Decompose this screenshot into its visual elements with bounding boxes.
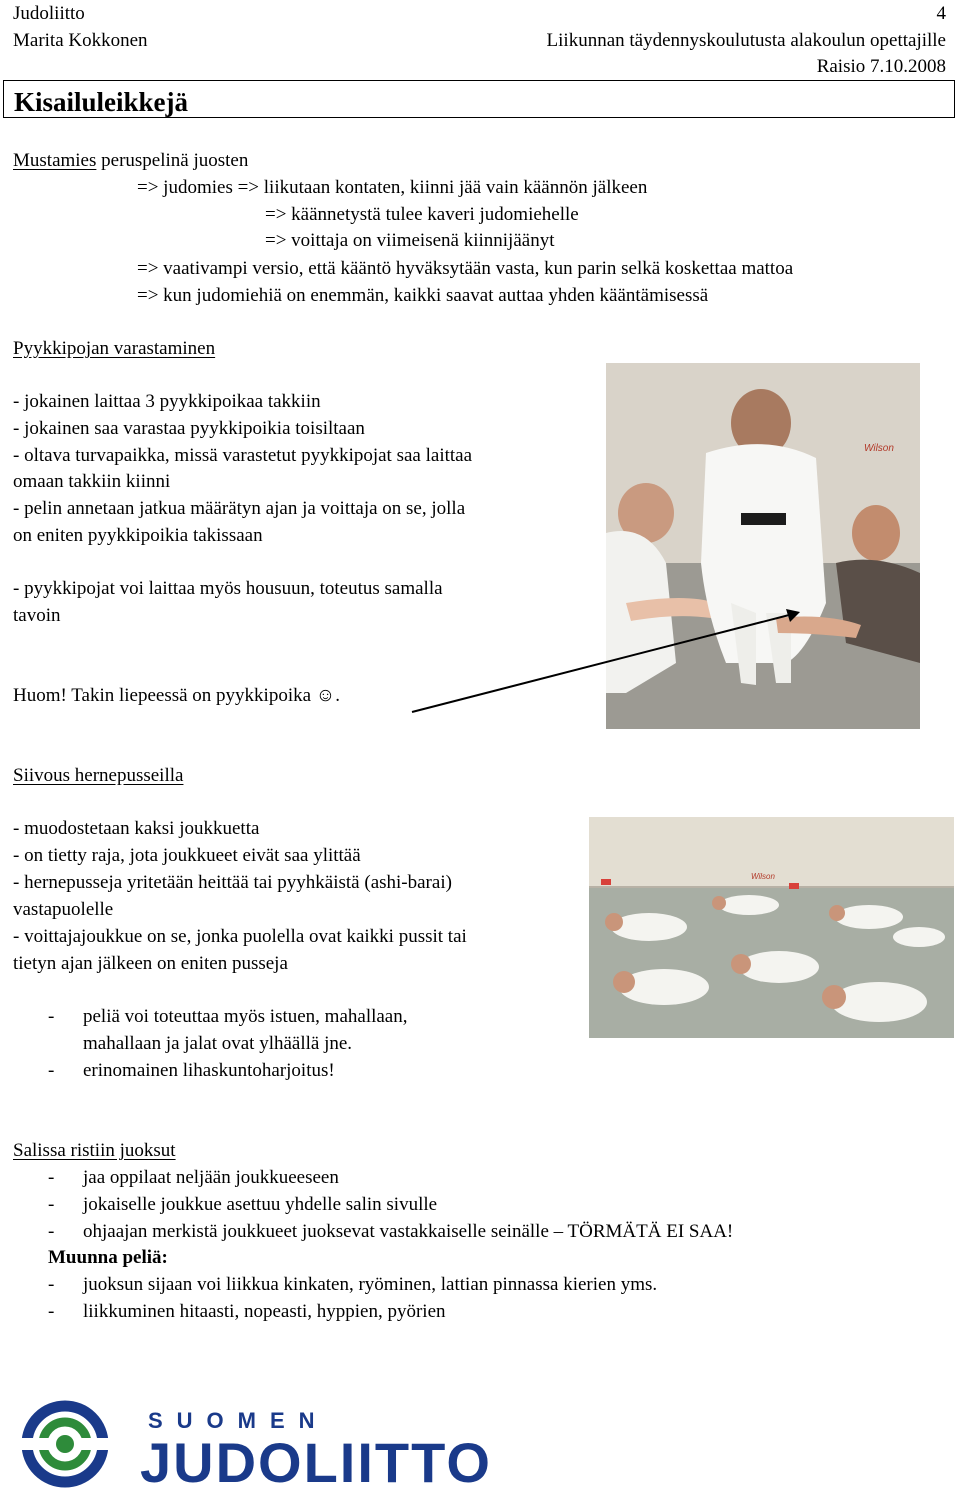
pyykkipoika-note: Huom! Takin liepeessä on pyykkipoika ☺. (13, 685, 340, 706)
salissa-bullet: jokaiselle joukkue asettuu yhdelle salin sivulle (83, 1194, 438, 1215)
pyykkipoika-line: - jokainen laittaa 3 pyykkipoikaa takkiin (13, 391, 321, 412)
variant-bullet: liikkuminen hitaasti, nopeasti, hyppien, pyörien (83, 1301, 446, 1322)
svg-text:Wilson: Wilson (751, 872, 775, 881)
siivous-bullet: mahallaan ja jalat ovat ylhäällä jne. (83, 1033, 353, 1054)
salissa-dash: - (48, 1274, 55, 1295)
pyykkipoika-line: omaan takkiin kiinni (13, 471, 171, 492)
page-title: Kisailuleikkejä (14, 87, 189, 117)
siivous-line: tietyn ajan jälkeen on eniten pusseja (13, 953, 288, 974)
salissa-dash: - (48, 1301, 55, 1322)
logo-emblem-icon (10, 1406, 120, 1482)
salissa-dash: - (48, 1194, 55, 1215)
header-author: Marita Kokkonen (13, 30, 148, 51)
siivous-line: vastapuolelle (13, 899, 114, 920)
salissa-dash: - (48, 1167, 55, 1188)
siivous-line: - muodostetaan kaksi joukkuetta (13, 818, 260, 839)
mustamies-line: => judomies => liikutaan kontaten, kiinni jää vain käännön jälkeen (137, 177, 648, 198)
logo-main-text: JUDOLIITTO (140, 1431, 492, 1488)
header-course: Liikunnan täydennyskoulutusta alakoulun opettajille (546, 30, 946, 51)
mustamies-line: => voittaja on viimeisenä kiinnijäänyt (265, 230, 555, 251)
variant-bullet: juoksun sijaan voi liikkua kinkaten, ryöminen, lattian pinnassa kierien yms. (83, 1274, 658, 1295)
mustamies-heading: Mustamies (13, 150, 97, 171)
siivous-bullet: peliä voi toteuttaa myös istuen, mahallaan, (83, 1006, 408, 1027)
siivous-bullet-dash: - (48, 1060, 55, 1081)
siivous-line: - hernepusseja yritetään heittää tai pyyhkäistä (ashi-barai) (13, 872, 452, 893)
pyykkipoika-line: - pelin annetaan jatkua määrätyn ajan ja voittaja on se, jolla (13, 498, 466, 519)
pyykkipoika-line: - oltava turvapaikka, missä varastetut pyykkipojat saa laittaa (13, 445, 473, 466)
siivous-heading: Siivous hernepusseilla (13, 765, 184, 786)
mustamies-line: => vaativampi versio, että kääntö hyväksytään vasta, kun parin selkä koskettaa mattoa (137, 258, 794, 279)
mustamies-line: => kun judomiehiä on enemmän, kaikki saavat auttaa yhden kääntämisessä (137, 285, 709, 306)
pyykkipoika-line: - pyykkipojat voi laittaa myös housuun, toteutus samalla (13, 578, 443, 599)
siivous-line: - voittajajoukkue on se, jonka puolella ovat kaikki pussit tai (13, 926, 467, 947)
salissa-bullet: ohjaajan merkistä joukkueet juoksevat vastakkaiselle seinälle – TÖRMÄTÄ EI SAA! (83, 1221, 734, 1242)
header-place-date: Raisio 7.10.2008 (816, 56, 946, 77)
salissa-bullet: jaa oppilaat neljään joukkueeseen (83, 1167, 339, 1188)
mustamies-line: => käännetystä tulee kaveri judomiehelle (265, 204, 579, 225)
siivous-bullet: erinomainen lihaskuntoharjoitus! (83, 1060, 335, 1081)
pyykkipoika-line: on eniten pyykkipoikia takissaan (13, 525, 263, 546)
mustamies-heading-rest: peruspelinä juosten (96, 150, 249, 171)
page-number: 4 (936, 3, 946, 24)
header-org: Judoliitto (13, 3, 85, 24)
wall-sign: Wilson (864, 443, 894, 454)
siivous-line: - on tietty raja, jota joukkueet eivät saa ylittää (13, 845, 361, 866)
salissa-dash: - (48, 1221, 55, 1242)
judo-photo-beanbags (589, 817, 954, 1038)
siivous-bullet-dash: - (48, 1006, 55, 1027)
variant-heading: Muunna peliä: (48, 1247, 168, 1268)
logo-top-text: SUOMEN (148, 1408, 329, 1433)
pyykkipoika-line: tavoin (13, 605, 61, 626)
pyykkipoika-line: - jokainen saa varastaa pyykkipoikia toisiltaan (13, 418, 365, 439)
judoliitto-logo (10, 1400, 580, 1488)
salissa-heading: Salissa ristiin juoksut (13, 1140, 176, 1161)
pyykkipoika-heading: Pyykkipojan varastaminen (13, 338, 216, 359)
